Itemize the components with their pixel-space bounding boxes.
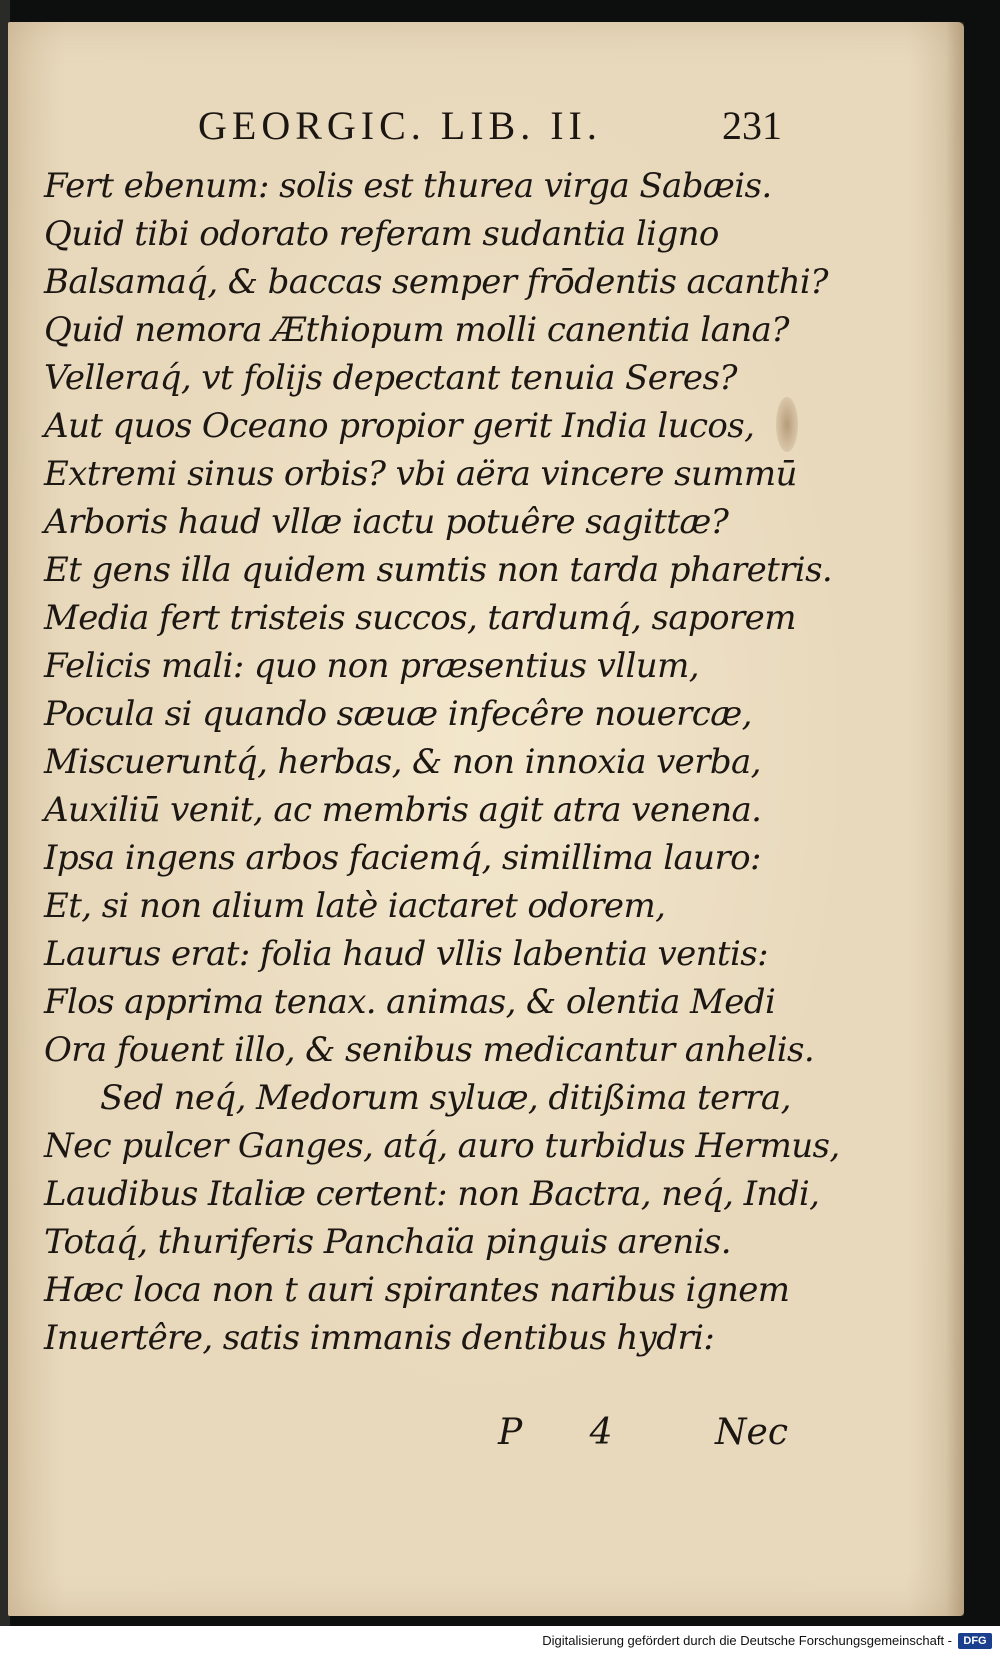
verse-line: Balsamaq́, & baccas semper frōdentis acanthi? xyxy=(44,262,828,302)
verse-line: Quid nemora Æthiopum molli canentia lana? xyxy=(44,310,789,350)
running-head xyxy=(188,102,788,152)
verse-line: Hæc loca non t auri spirantes naribus ignem xyxy=(44,1270,790,1310)
catchword: Nec xyxy=(715,1412,788,1453)
dfg-logo-text: DFG xyxy=(963,1635,987,1647)
verse-line: Media fert tristeis succos, tardumq́, saporem xyxy=(44,598,796,638)
verse-line: Arboris haud vllæ iactu potuêre sagittæ? xyxy=(44,502,729,542)
digitization-footer xyxy=(0,1626,1000,1656)
verse-line: Miscueruntq́, herbas, & non innoxia verba, xyxy=(44,742,761,782)
verse-line: Flos apprima tenax. animas, & olentia Medi xyxy=(44,982,776,1022)
verse-line: Laudibus Italiæ certent: non Bactra, neq́, Indi, xyxy=(44,1174,820,1214)
verse-line: Ora fouent illo, & senibus medicantur anhelis. xyxy=(44,1030,815,1070)
verse-line: Sed neq́, Medorum syluæ, ditißima terra, xyxy=(100,1078,791,1118)
book-page xyxy=(8,22,964,1616)
verse-line: Aut quos Oceano propior gerit India lucos, xyxy=(44,406,755,446)
verse-line: Pocula si quando sæuæ infecêre nouercæ, xyxy=(44,694,752,734)
verse-line: Et gens illa quidem sumtis non tarda pharetris. xyxy=(44,550,833,590)
verse-line: Felicis mali: quo non præsentius vllum, xyxy=(44,646,699,686)
verse-line: Ipsa ingens arbos faciemq́, simillima lauro: xyxy=(44,838,761,878)
verse-line: Inuertêre, satis immanis dentibus hydri: xyxy=(44,1318,715,1358)
signature-line xyxy=(478,1412,798,1458)
verse-line: Nec pulcer Ganges, atq́, auro turbidus Hermus, xyxy=(44,1126,840,1166)
running-title: GEORGIC. LIB. II. xyxy=(198,103,602,148)
verse-line: Laurus erat: folia haud vllis labentia ventis: xyxy=(44,934,768,974)
signature-mark: P 4 xyxy=(498,1412,641,1453)
verse-line: Quid tibi odorato referam sudantia ligno xyxy=(44,214,719,254)
verse-block xyxy=(44,162,840,1362)
footer-credit: Digitalisierung gefördert durch die Deutsche Forschungsgemeinschaft - xyxy=(542,1633,952,1648)
verse-line: Totaq́, thuriferis Panchaïa pinguis arenis. xyxy=(44,1222,731,1262)
verse-line: Extremi sinus orbis? vbi aëra vincere summū xyxy=(44,454,797,494)
verse-line: Fert ebenum: solis est thurea virga Sabæis. xyxy=(44,166,772,206)
dfg-logo-icon xyxy=(958,1633,992,1649)
page-shadow xyxy=(946,22,964,1616)
page-number: 231 xyxy=(722,103,782,148)
verse-line: Et, si non alium latè iactaret odorem, xyxy=(44,886,666,926)
verse-line: Auxiliū venit, ac membris agit atra venena. xyxy=(44,790,762,830)
verse-line: Velleraq́, vt folijs depectant tenuia Seres? xyxy=(44,358,737,398)
